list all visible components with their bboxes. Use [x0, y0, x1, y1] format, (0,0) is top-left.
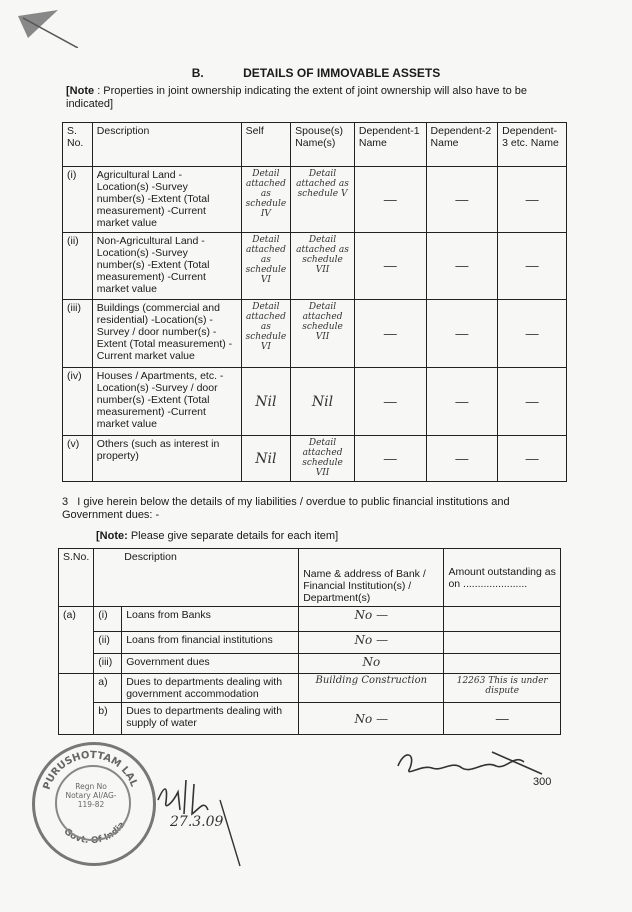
row-sub: (ii) — [94, 632, 122, 654]
row-amount — [444, 607, 561, 632]
row-description: Loans from Banks — [122, 607, 299, 632]
row-sno: (iii) — [63, 300, 93, 368]
section-number: B. — [191, 66, 204, 80]
section-title: DETAILS OF IMMOVABLE ASSETS — [243, 66, 441, 80]
row-bank: Building Construction — [299, 674, 444, 703]
row-sub: b) — [94, 703, 122, 735]
row-sno: (v) — [63, 436, 93, 482]
table-row — [59, 703, 561, 735]
row-bank: No — — [299, 632, 444, 654]
note-label: Note — [69, 85, 95, 97]
col-header-dependent-3: Dependent-3 etc. Name — [498, 123, 567, 167]
folded-corner-mark — [18, 8, 78, 48]
note-body: : Properties in joint ownership indicating the extent of joint ownership will also have to be indicated] — [66, 85, 528, 110]
liabilities-intro — [62, 496, 542, 522]
row-dependent-2: — — [426, 436, 498, 482]
row-self: Detail attached as schedule IV — [241, 167, 291, 233]
row-sno: (iv) — [63, 368, 93, 436]
stamp-bottom-text: Govt. Of India — [61, 820, 128, 847]
row-dependent-2: — — [426, 233, 498, 300]
row-sno: (ii) — [63, 233, 93, 300]
liabilities-intro-text: I give herein below the details of my liabilities / overdue to public financial institutions and Government dues: - — [62, 496, 510, 521]
row-sno: (a) — [59, 607, 94, 674]
liabilities-number: 3 — [62, 496, 69, 508]
col-header-sno: S.No. — [59, 549, 94, 607]
blank-cell — [59, 674, 94, 703]
row-dependent-3: — — [498, 233, 567, 300]
note-text — [66, 85, 576, 111]
table-header-row — [59, 549, 561, 607]
row-spouse: Detail attached as schedule V — [291, 167, 355, 233]
immovable-assets-table — [62, 122, 567, 482]
row-dependent-2: — — [426, 368, 498, 436]
stamp-middle-text: Regn No Notary AI/AG-119-82 — [65, 782, 117, 809]
col-header-amount: Amount outstanding as on ...................... — [444, 549, 561, 607]
liabilities-table — [58, 548, 561, 735]
col-header-spouse: Spouse(s) Name(s) — [291, 123, 355, 167]
blank-cell — [59, 703, 94, 735]
signature-date: 27.3.09 — [170, 814, 224, 830]
table-header-row — [63, 123, 567, 167]
row-dependent-3: — — [498, 368, 567, 436]
col-header-bank: Name & address of Bank / Financial Institution(s) / Department(s) — [299, 549, 444, 607]
col-header-description: Description — [92, 123, 241, 167]
row-spouse: Detail attached schedule VII — [291, 436, 355, 482]
col-header-dependent-2: Dependent-2 Name — [426, 123, 498, 167]
row-bank: No — [299, 654, 444, 674]
table-row — [63, 368, 567, 436]
row-description: Dues to departments dealing with supply of water — [122, 703, 299, 735]
row-description: Dues to departments dealing with government accommodation — [122, 674, 299, 703]
row-sub: (iii) — [94, 654, 122, 674]
row-description: Buildings (commercial and residential) -Location(s) - Survey / door number(s) - Extent (Total measurement) -Current market value — [92, 300, 241, 368]
table-row — [63, 436, 567, 482]
notary-stamp — [32, 742, 156, 866]
table-row — [63, 233, 567, 300]
row-dependent-3: — — [498, 167, 567, 233]
col-header-description: Description — [94, 549, 299, 607]
section-heading — [0, 66, 632, 80]
row-self: Detail attached as schedule VI — [241, 233, 291, 300]
table-row — [59, 607, 561, 632]
row-amount: 12263 This is under dispute — [444, 674, 561, 703]
table-row — [59, 632, 561, 654]
row-dependent-3: — — [498, 436, 567, 482]
row-amount: — — [444, 703, 561, 735]
row-bank: No — — [299, 703, 444, 735]
row-dependent-1: — — [354, 436, 426, 482]
col-header-dependent-1: Dependent-1 Name — [354, 123, 426, 167]
row-dependent-1: — — [354, 368, 426, 436]
row-description: Government dues — [122, 654, 299, 674]
row-dependent-1: — — [354, 167, 426, 233]
table-row — [63, 167, 567, 233]
row-dependent-2: — — [426, 300, 498, 368]
row-description: Others (such as interest in property) — [92, 436, 241, 482]
row-spouse: Detail attached as schedule VII — [291, 233, 355, 300]
row-dependent-2: — — [426, 167, 498, 233]
row-spouse: Nil — [291, 368, 355, 436]
row-description: Loans from financial institutions — [122, 632, 299, 654]
row-self: Nil — [241, 436, 291, 482]
handwritten-signature-right — [392, 744, 552, 784]
row-description: Agricultural Land - Location(s) -Survey number(s) -Extent (Total measurement) -Current market value — [92, 167, 241, 233]
row-description: Non-Agricultural Land - Location(s) -Survey number(s) -Extent (Total measurement) -Current market value — [92, 233, 241, 300]
row-amount — [444, 632, 561, 654]
row-sno: (i) — [63, 167, 93, 233]
row-spouse: Detail attached schedule VII — [291, 300, 355, 368]
row-dependent-1: — — [354, 300, 426, 368]
note-open: [ — [66, 85, 70, 97]
stamp-top-text: PURUSHOTTAM LAL — [41, 749, 140, 792]
row-amount — [444, 654, 561, 674]
row-dependent-1: — — [354, 233, 426, 300]
liabilities-note-text: Please give separate details for each item] — [130, 530, 339, 542]
row-self: Nil — [241, 368, 291, 436]
row-bank: No — — [299, 607, 444, 632]
col-header-self: Self — [241, 123, 291, 167]
row-sub: a) — [94, 674, 122, 703]
table-row — [59, 674, 561, 703]
page-number: 300 — [533, 776, 552, 788]
stamp-inner-ring — [55, 765, 131, 841]
row-dependent-3: — — [498, 300, 567, 368]
liabilities-note-label: [Note: — [96, 530, 128, 542]
row-self: Detail attached as schedule VI — [241, 300, 291, 368]
liabilities-note — [96, 530, 338, 542]
table-row — [59, 654, 561, 674]
row-sub: (i) — [94, 607, 122, 632]
col-header-sno: S. No. — [63, 123, 93, 167]
row-description: Houses / Apartments, etc. - Location(s) -Survey / door number(s) -Extent (Total measurement) -Current market value — [92, 368, 241, 436]
table-row — [63, 300, 567, 368]
